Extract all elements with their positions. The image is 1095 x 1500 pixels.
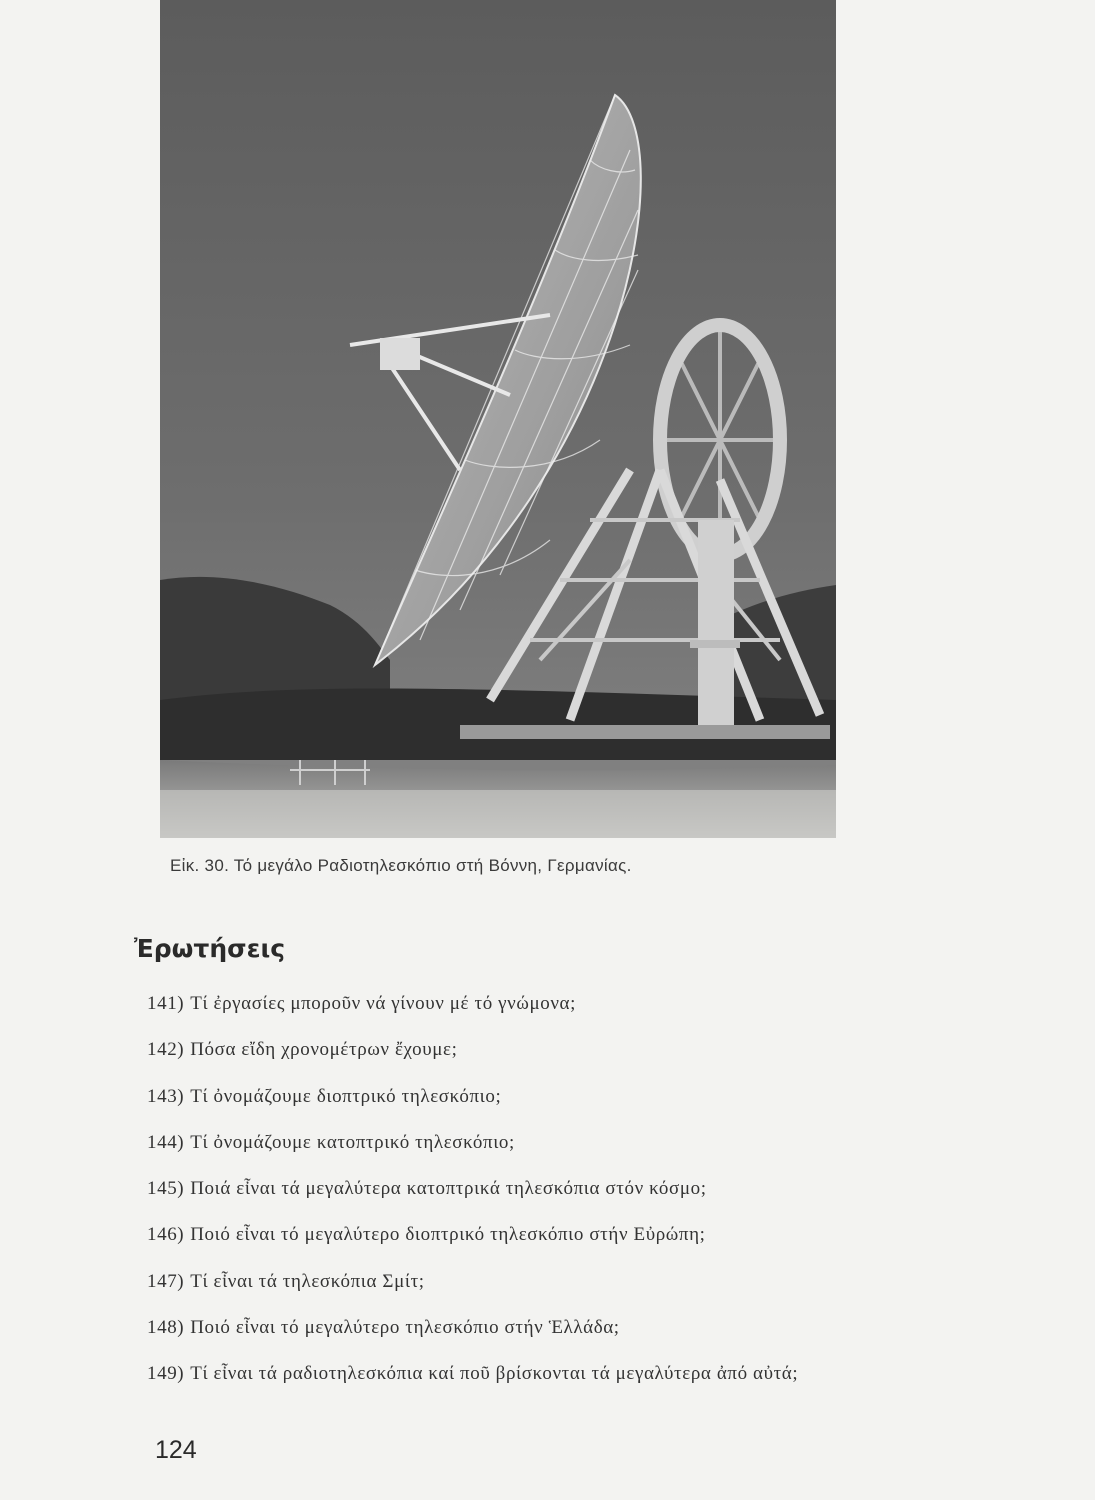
question-text: Πόσα εἴδη χρονομέτρων ἔχουμε;	[190, 1039, 458, 1061]
question-item	[147, 1224, 1047, 1270]
question-item	[147, 1363, 1047, 1409]
question-number: 149)	[147, 1363, 185, 1385]
question-item	[147, 1132, 1047, 1178]
page-number: 124	[155, 1436, 197, 1464]
question-item	[147, 1086, 1047, 1132]
question-text: Τί εἶναι τά ραδιοτηλεσκόπια καί ποῦ βρίσκονται τά μεγαλύτερα ἀπό αὐτά;	[190, 1363, 799, 1385]
question-number: 146)	[147, 1224, 185, 1246]
question-text: Ποιό εἶναι τό μεγαλύτερο διοπτρικό τηλεσκόπιο στήν Εὐρώπη;	[190, 1224, 706, 1246]
question-item	[147, 1317, 1047, 1363]
question-item	[147, 1271, 1047, 1317]
questions-list	[147, 993, 1047, 1410]
question-number: 147)	[147, 1270, 185, 1292]
question-item	[147, 1039, 1047, 1085]
question-item	[147, 993, 1047, 1039]
question-text: Τί εἶναι τά τηλεσκόπια Σμίτ;	[190, 1270, 425, 1292]
question-number: 148)	[147, 1317, 185, 1339]
question-text: Τί ὀνομάζουμε κατοπτρικό τηλεσκόπιο;	[190, 1131, 515, 1153]
section-heading: Ἐρωτήσεις	[134, 934, 286, 963]
question-number: 141)	[147, 993, 185, 1014]
question-number: 142)	[147, 1039, 185, 1061]
question-number: 144)	[147, 1131, 185, 1153]
question-text: Τί ὀνομάζουμε διοπτρικό τηλεσκόπιο;	[190, 1085, 502, 1107]
question-number: 143)	[147, 1085, 185, 1107]
question-text: Τί ἐργασίες μποροῦν νά γίνουν μέ τό γνώμονα;	[190, 993, 576, 1014]
question-number: 145)	[147, 1178, 185, 1200]
radio-telescope-photo	[160, 0, 836, 838]
question-text: Ποιά εἶναι τά μεγαλύτερα κατοπτρικά τηλεσκόπια στόν κόσμο;	[190, 1178, 707, 1200]
figure-caption: Εἰκ. 30. Τό μεγάλο Ραδιοτηλεσκόπιο στή Βόννη, Γερμανίας.	[170, 856, 632, 875]
question-item	[147, 1178, 1047, 1224]
question-text: Ποιό εἶναι τό μεγαλύτερο τηλεσκόπιο στήν Ἑλλάδα;	[190, 1317, 620, 1339]
